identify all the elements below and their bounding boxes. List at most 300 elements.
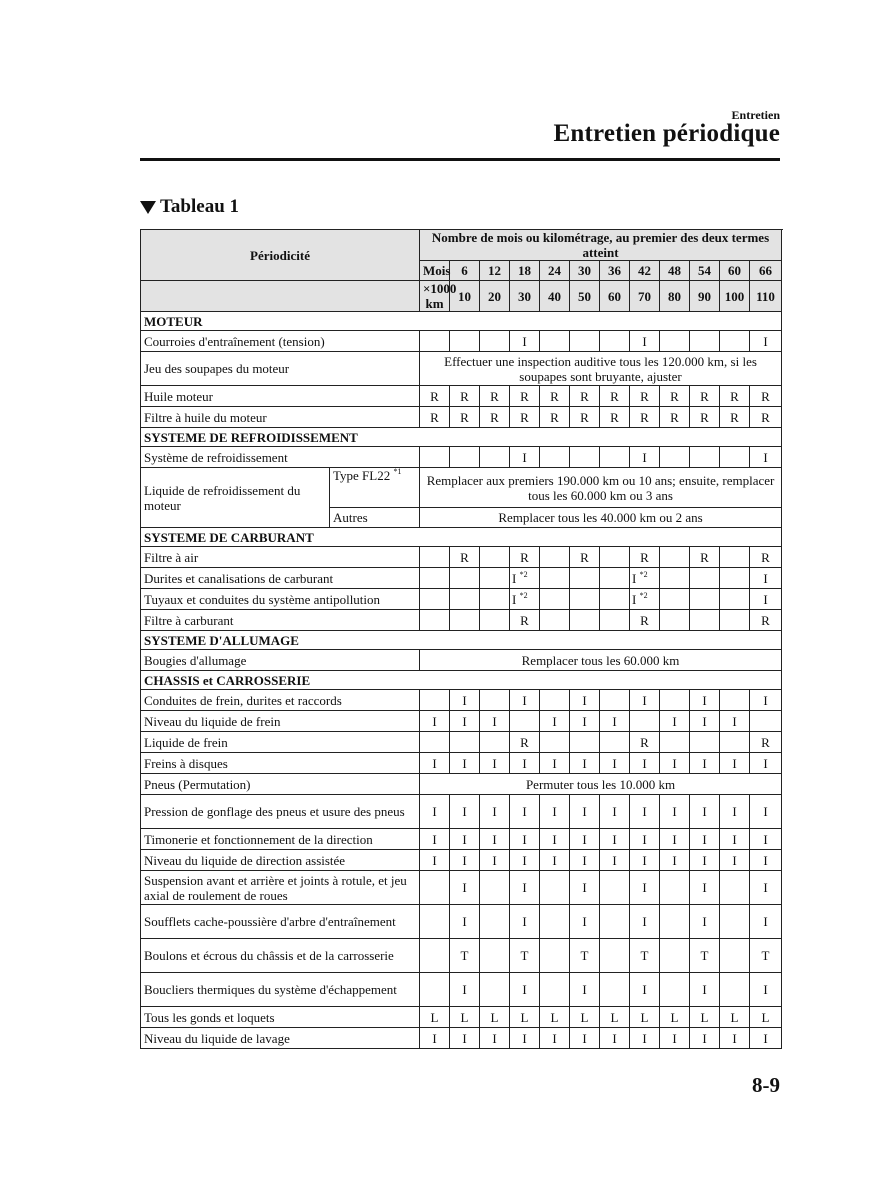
schedule-cell bbox=[750, 331, 782, 352]
schedule-cell bbox=[480, 547, 510, 568]
schedule-code: T bbox=[520, 948, 529, 963]
table-row bbox=[141, 331, 782, 352]
schedule-cell bbox=[540, 386, 570, 407]
schedule-cell bbox=[420, 850, 450, 871]
schedule-cell bbox=[690, 589, 720, 610]
schedule-code: L bbox=[580, 1009, 589, 1025]
schedule-code: I bbox=[582, 755, 587, 771]
schedule-cell bbox=[480, 386, 510, 407]
schedule-cell bbox=[510, 753, 540, 774]
schedule-cell bbox=[630, 939, 660, 973]
schedule-code: L bbox=[460, 1009, 469, 1025]
month-header: 18 bbox=[510, 261, 540, 281]
schedule-code: R bbox=[640, 388, 649, 404]
schedule-cell bbox=[420, 1028, 450, 1049]
month-header: 48 bbox=[660, 261, 690, 281]
schedule-cell bbox=[570, 386, 600, 407]
schedule-cell bbox=[570, 795, 600, 829]
schedule-code: R bbox=[580, 388, 589, 404]
schedule-cell bbox=[720, 331, 750, 352]
schedule-cell bbox=[750, 1007, 782, 1028]
table-row bbox=[141, 871, 782, 905]
schedule-cell bbox=[660, 331, 690, 352]
schedule-code: I bbox=[672, 1030, 677, 1046]
schedule-cell bbox=[750, 829, 782, 850]
category-label: SYSTEME DE CARBURANT bbox=[141, 528, 782, 547]
schedule-cell bbox=[420, 711, 450, 732]
schedule-cell bbox=[570, 905, 600, 939]
schedule-cell bbox=[480, 732, 510, 753]
schedule-code: R bbox=[761, 734, 770, 750]
month-header: 24 bbox=[540, 261, 570, 281]
schedule-cell bbox=[570, 939, 600, 973]
schedule-code: R bbox=[580, 409, 589, 425]
schedule-cell bbox=[660, 407, 690, 428]
schedule-code: T bbox=[460, 948, 469, 963]
schedule-code: I bbox=[582, 880, 587, 895]
item-label: Filtre à huile du moteur bbox=[141, 407, 420, 428]
schedule-cell bbox=[750, 850, 782, 871]
schedule-cell bbox=[420, 939, 450, 973]
schedule-code: I bbox=[552, 1030, 557, 1046]
schedule-code: I bbox=[672, 713, 677, 729]
schedule-code: R bbox=[640, 549, 649, 565]
schedule-cell bbox=[600, 610, 630, 631]
schedule-code: T bbox=[580, 948, 589, 963]
km-header: 50 bbox=[570, 281, 600, 312]
schedule-code: I bbox=[582, 831, 587, 847]
schedule-code: I bbox=[492, 804, 497, 819]
item-label: Liquide de frein bbox=[141, 732, 420, 753]
schedule-code: I bbox=[732, 755, 737, 771]
schedule-cell bbox=[480, 568, 510, 589]
schedule-cell bbox=[600, 447, 630, 468]
schedule-cell bbox=[660, 905, 690, 939]
schedule-cell bbox=[660, 1007, 690, 1028]
item-label: Soufflets cache-poussière d'arbre d'entraînement bbox=[141, 905, 420, 939]
schedule-code: I bbox=[642, 804, 647, 819]
schedule-cell bbox=[540, 690, 570, 711]
schedule-code: L bbox=[700, 1009, 709, 1025]
running-header: Entretien bbox=[731, 108, 780, 122]
km-header: 20 bbox=[480, 281, 510, 312]
schedule-cell bbox=[720, 829, 750, 850]
schedule-code: I bbox=[672, 852, 677, 868]
schedule-cell bbox=[540, 973, 570, 1007]
month-header: 36 bbox=[600, 261, 630, 281]
schedule-cell bbox=[750, 753, 782, 774]
schedule-code: I bbox=[763, 880, 768, 895]
km-header: 100 bbox=[720, 281, 750, 312]
item-label: Niveau du liquide de direction assistée bbox=[141, 850, 420, 871]
schedule-cell bbox=[540, 905, 570, 939]
schedule-code: L bbox=[430, 1009, 439, 1025]
schedule-code: R bbox=[520, 409, 529, 425]
schedule-cell bbox=[600, 690, 630, 711]
schedule-code: I bbox=[492, 1030, 497, 1046]
schedule-cell bbox=[630, 589, 660, 610]
schedule-cell bbox=[510, 610, 540, 631]
schedule-cell bbox=[660, 795, 690, 829]
schedule-cell bbox=[720, 690, 750, 711]
item-label: Huile moteur bbox=[141, 386, 420, 407]
table-row bbox=[141, 829, 782, 850]
schedule-code: I bbox=[522, 880, 527, 895]
schedule-cell bbox=[420, 753, 450, 774]
schedule-cell bbox=[540, 1007, 570, 1028]
interval-instruction: Remplacer tous les 40.000 km ou 2 ans bbox=[420, 508, 782, 528]
schedule-cell bbox=[570, 1007, 600, 1028]
schedule-cell bbox=[510, 829, 540, 850]
item-label: Tous les gonds et loquets bbox=[141, 1007, 420, 1028]
schedule-code: I bbox=[612, 1030, 617, 1046]
schedule-code: I bbox=[642, 982, 647, 997]
table-row bbox=[141, 547, 782, 568]
month-header: 30 bbox=[570, 261, 600, 281]
item-label: Boucliers thermiques du système d'échappement bbox=[141, 973, 420, 1007]
table-row bbox=[141, 386, 782, 407]
item-label: Boulons et écrous du châssis et de la carrosserie bbox=[141, 939, 420, 973]
schedule-cell bbox=[510, 973, 540, 1007]
schedule-code: I bbox=[642, 333, 647, 349]
schedule-cell bbox=[660, 732, 690, 753]
schedule-cell bbox=[600, 732, 630, 753]
km-header: 80 bbox=[660, 281, 690, 312]
footnote-mark: *2 bbox=[519, 590, 528, 600]
schedule-code: I bbox=[462, 713, 467, 729]
item-label: Durites et canalisations de carburant bbox=[141, 568, 420, 589]
schedule-code: I bbox=[522, 831, 527, 847]
schedule-cell bbox=[480, 589, 510, 610]
schedule-code: R bbox=[430, 409, 439, 425]
schedule-cell bbox=[540, 407, 570, 428]
schedule-code: I bbox=[462, 914, 467, 929]
table-row bbox=[141, 850, 782, 871]
schedule-cell bbox=[540, 850, 570, 871]
schedule-cell bbox=[450, 973, 480, 1007]
table-heading bbox=[140, 196, 239, 218]
schedule-code: I bbox=[432, 1030, 437, 1046]
footnote-mark: *2 bbox=[639, 569, 648, 579]
table-row bbox=[141, 973, 782, 1007]
schedule-cell bbox=[570, 1028, 600, 1049]
schedule-cell bbox=[690, 871, 720, 905]
schedule-cell bbox=[480, 795, 510, 829]
schedule-code: I bbox=[512, 570, 517, 586]
item-label: Niveau du liquide de lavage bbox=[141, 1028, 420, 1049]
table-row bbox=[141, 795, 782, 829]
item-label: Pression de gonflage des pneus et usure des pneus bbox=[141, 795, 420, 829]
schedule-cell bbox=[510, 568, 540, 589]
schedule-cell bbox=[510, 850, 540, 871]
item-label: Système de refroidissement bbox=[141, 447, 420, 468]
schedule-code: R bbox=[550, 388, 559, 404]
schedule-cell bbox=[600, 711, 630, 732]
schedule-code: I bbox=[612, 804, 617, 819]
schedule-cell bbox=[660, 871, 690, 905]
schedule-cell bbox=[540, 829, 570, 850]
schedule-cell bbox=[570, 871, 600, 905]
item-label: Conduites de frein, durites et raccords bbox=[141, 690, 420, 711]
schedule-code: I bbox=[612, 755, 617, 771]
schedule-code: R bbox=[610, 409, 619, 425]
schedule-code: I bbox=[492, 852, 497, 868]
table-heading-label: Tableau 1 bbox=[160, 196, 240, 217]
schedule-code: R bbox=[490, 388, 499, 404]
item-label: Liquide de refroidissement du moteur bbox=[141, 468, 330, 528]
table-row bbox=[141, 468, 782, 508]
schedule-cell bbox=[690, 447, 720, 468]
table-row bbox=[141, 1028, 782, 1049]
schedule-code: I bbox=[552, 831, 557, 847]
schedule-code: R bbox=[520, 388, 529, 404]
schedule-cell bbox=[690, 407, 720, 428]
month-header: 60 bbox=[720, 261, 750, 281]
schedule-cell bbox=[510, 905, 540, 939]
schedule-cell bbox=[450, 829, 480, 850]
schedule-code: R bbox=[640, 734, 649, 750]
schedule-code: I bbox=[522, 449, 527, 465]
schedule-code: I bbox=[522, 914, 527, 929]
schedule-cell bbox=[480, 447, 510, 468]
schedule-cell bbox=[630, 547, 660, 568]
km-header: 60 bbox=[600, 281, 630, 312]
schedule-cell bbox=[510, 407, 540, 428]
schedule-cell bbox=[570, 711, 600, 732]
schedule-code: I bbox=[732, 804, 737, 819]
schedule-cell bbox=[600, 547, 630, 568]
category-label: SYSTEME D'ALLUMAGE bbox=[141, 631, 782, 650]
schedule-cell bbox=[630, 331, 660, 352]
schedule-cell bbox=[660, 447, 690, 468]
schedule-code: I bbox=[432, 831, 437, 847]
schedule-code: I bbox=[582, 804, 587, 819]
page-number: 8-9 bbox=[752, 1073, 780, 1097]
schedule-cell bbox=[600, 829, 630, 850]
item-label: Bougies d'allumage bbox=[141, 650, 420, 671]
item-label: Filtre à air bbox=[141, 547, 420, 568]
schedule-code: I bbox=[552, 755, 557, 771]
schedule-cell bbox=[690, 1028, 720, 1049]
schedule-cell bbox=[570, 407, 600, 428]
schedule-code: I bbox=[612, 831, 617, 847]
schedule-cell bbox=[720, 973, 750, 1007]
schedule-code: R bbox=[460, 549, 469, 565]
schedule-code: I bbox=[702, 880, 707, 895]
schedule-cell bbox=[630, 871, 660, 905]
table-row bbox=[141, 650, 782, 671]
schedule-code: R bbox=[460, 409, 469, 425]
schedule-cell bbox=[420, 547, 450, 568]
schedule-code: R bbox=[640, 612, 649, 628]
schedule-cell bbox=[630, 568, 660, 589]
schedule-code: R bbox=[761, 549, 770, 565]
schedule-cell bbox=[510, 690, 540, 711]
schedule-code: R bbox=[640, 409, 649, 425]
table-row bbox=[141, 352, 782, 386]
schedule-cell bbox=[540, 711, 570, 732]
schedule-code: R bbox=[700, 549, 709, 565]
schedule-code: I bbox=[432, 852, 437, 868]
schedule-cell bbox=[510, 795, 540, 829]
schedule-cell bbox=[660, 939, 690, 973]
schedule-cell bbox=[720, 447, 750, 468]
schedule-cell bbox=[450, 850, 480, 871]
schedule-code: R bbox=[730, 388, 739, 404]
schedule-cell bbox=[480, 905, 510, 939]
schedule-cell bbox=[600, 589, 630, 610]
km-header-blank bbox=[141, 281, 420, 312]
schedule-cell bbox=[600, 973, 630, 1007]
schedule-cell bbox=[660, 547, 690, 568]
schedule-code: I bbox=[492, 755, 497, 771]
schedule-cell bbox=[750, 871, 782, 905]
schedule-cell bbox=[510, 939, 540, 973]
schedule-cell bbox=[720, 871, 750, 905]
schedule-code: I bbox=[642, 755, 647, 771]
schedule-code: I bbox=[702, 692, 707, 708]
schedule-code: I bbox=[582, 982, 587, 997]
schedule-cell bbox=[420, 331, 450, 352]
schedule-cell bbox=[660, 850, 690, 871]
schedule-cell bbox=[690, 850, 720, 871]
schedule-cell bbox=[690, 753, 720, 774]
schedule-code: I bbox=[522, 333, 527, 349]
item-label: Courroies d'entraînement (tension) bbox=[141, 331, 420, 352]
schedule-cell bbox=[600, 795, 630, 829]
schedule-cell bbox=[720, 589, 750, 610]
schedule-cell bbox=[690, 568, 720, 589]
schedule-cell bbox=[570, 690, 600, 711]
schedule-cell bbox=[690, 386, 720, 407]
schedule-cell bbox=[480, 1028, 510, 1049]
schedule-code: I bbox=[462, 880, 467, 895]
schedule-cell bbox=[690, 732, 720, 753]
schedule-cell bbox=[630, 610, 660, 631]
schedule-cell bbox=[540, 732, 570, 753]
schedule-cell bbox=[450, 690, 480, 711]
footnote-mark: *2 bbox=[639, 590, 648, 600]
table-row bbox=[141, 774, 782, 795]
table-row bbox=[141, 447, 782, 468]
schedule-code: I bbox=[642, 914, 647, 929]
schedule-code: I bbox=[763, 333, 768, 349]
schedule-cell bbox=[600, 905, 630, 939]
sub-item-text: Autres bbox=[333, 510, 368, 525]
schedule-cell bbox=[480, 1007, 510, 1028]
schedule-cell bbox=[570, 973, 600, 1007]
month-header: 54 bbox=[690, 261, 720, 281]
table-row bbox=[141, 568, 782, 589]
schedule-cell bbox=[720, 386, 750, 407]
schedule-code: T bbox=[761, 948, 770, 963]
schedule-code: R bbox=[761, 409, 770, 425]
schedule-cell bbox=[510, 711, 540, 732]
maintenance-table bbox=[140, 229, 782, 1049]
schedule-cell bbox=[480, 871, 510, 905]
sub-item-label bbox=[330, 468, 420, 508]
schedule-cell bbox=[570, 829, 600, 850]
schedule-code: I bbox=[552, 852, 557, 868]
schedule-cell bbox=[540, 871, 570, 905]
schedule-code: I bbox=[522, 982, 527, 997]
schedule-cell bbox=[450, 795, 480, 829]
schedule-code: I bbox=[702, 713, 707, 729]
schedule-cell bbox=[600, 1028, 630, 1049]
schedule-cell bbox=[450, 547, 480, 568]
schedule-code: I bbox=[552, 804, 557, 819]
header-row-km bbox=[141, 281, 782, 312]
interval-instruction: Permuter tous les 10.000 km bbox=[420, 774, 782, 795]
schedule-cell bbox=[570, 568, 600, 589]
schedule-cell bbox=[540, 331, 570, 352]
table-row bbox=[141, 690, 782, 711]
schedule-code: R bbox=[700, 388, 709, 404]
schedule-code: I bbox=[642, 449, 647, 465]
schedule-cell bbox=[630, 829, 660, 850]
schedule-cell bbox=[420, 690, 450, 711]
schedule-cell bbox=[690, 610, 720, 631]
footnote-mark: *1 bbox=[393, 467, 402, 476]
schedule-cell bbox=[540, 795, 570, 829]
schedule-cell bbox=[720, 1007, 750, 1028]
header-rule bbox=[140, 158, 780, 161]
item-label: Suspension avant et arrière et joints à rotule, et jeu axial de roulement de roues bbox=[141, 871, 420, 905]
periodicite-header: Périodicité bbox=[141, 230, 420, 281]
schedule-cell bbox=[660, 973, 690, 1007]
table-row bbox=[141, 939, 782, 973]
schedule-code: I bbox=[763, 1030, 768, 1046]
schedule-cell bbox=[540, 447, 570, 468]
km-header: 10 bbox=[450, 281, 480, 312]
schedule-code: R bbox=[700, 409, 709, 425]
schedule-code: I bbox=[763, 570, 768, 586]
schedule-cell bbox=[450, 939, 480, 973]
category-row bbox=[141, 671, 782, 690]
schedule-cell bbox=[510, 1028, 540, 1049]
schedule-cell bbox=[750, 732, 782, 753]
schedule-cell bbox=[570, 850, 600, 871]
month-header: 66 bbox=[750, 261, 782, 281]
schedule-cell bbox=[540, 547, 570, 568]
month-header: 6 bbox=[450, 261, 480, 281]
interval-header: Nombre de mois ou kilométrage, au premier des deux termes atteint bbox=[420, 230, 782, 261]
item-label: Filtre à carburant bbox=[141, 610, 420, 631]
schedule-code: I bbox=[763, 914, 768, 929]
schedule-cell bbox=[480, 711, 510, 732]
schedule-code: I bbox=[462, 982, 467, 997]
table-row bbox=[141, 711, 782, 732]
schedule-cell bbox=[750, 690, 782, 711]
schedule-cell bbox=[450, 1007, 480, 1028]
schedule-code: R bbox=[610, 388, 619, 404]
schedule-code: I bbox=[642, 831, 647, 847]
schedule-cell bbox=[690, 795, 720, 829]
schedule-cell bbox=[480, 690, 510, 711]
schedule-code: R bbox=[670, 409, 679, 425]
schedule-cell bbox=[450, 753, 480, 774]
schedule-code: I bbox=[612, 713, 617, 729]
table-row bbox=[141, 407, 782, 428]
header-row-span bbox=[141, 230, 782, 261]
schedule-code: I bbox=[582, 692, 587, 708]
schedule-cell bbox=[600, 871, 630, 905]
category-row bbox=[141, 312, 782, 331]
schedule-code: I bbox=[702, 755, 707, 771]
schedule-code: I bbox=[462, 692, 467, 708]
schedule-cell bbox=[570, 589, 600, 610]
schedule-cell bbox=[750, 711, 782, 732]
